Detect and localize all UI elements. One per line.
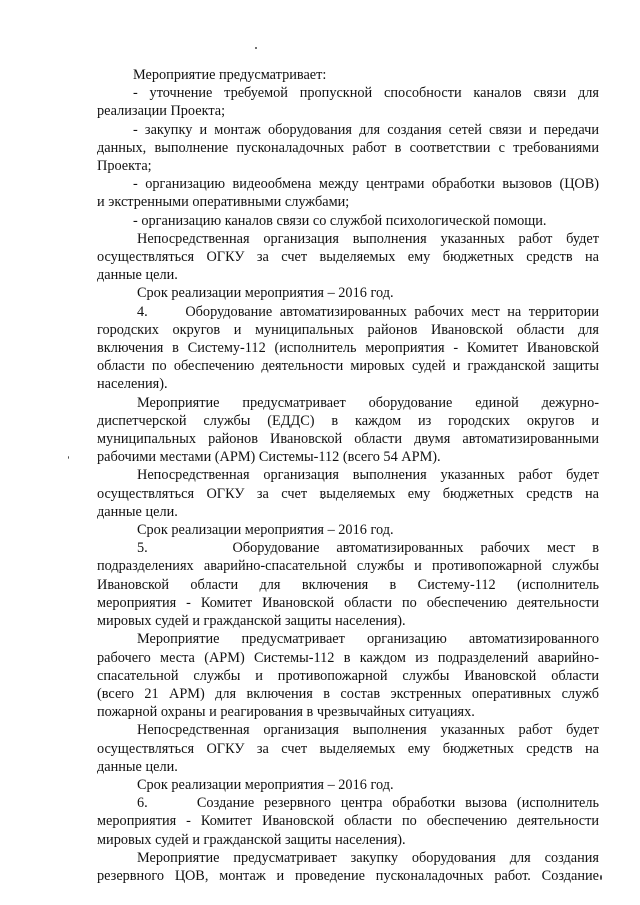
bullet-line: - уточнение требуемой пропускной способности каналов связи для bbox=[133, 85, 599, 102]
paragraph-line: рабочего места (АРМ) Системы-112 в каждом из подразделений аварийно- bbox=[97, 649, 599, 666]
paragraph-line: данных, выполнение пусконаладочных работ в соответствии с требованиями bbox=[97, 139, 599, 156]
paragraph-line: Непосредственная организация выполнения указанных работ будет bbox=[137, 467, 599, 484]
paragraph-line: включения в Систему-112 (исполнитель мероприятия - Комитет Ивановской bbox=[97, 340, 599, 357]
paragraph-line: данные цели. bbox=[97, 267, 178, 284]
deadline-line: Срок реализации мероприятия – 2016 год. bbox=[137, 285, 394, 302]
document-page bbox=[97, 66, 599, 885]
paragraph-line: осуществляться ОГКУ за счет выделяемых ему бюджетных средств на bbox=[97, 740, 599, 757]
paragraph-line: Непосредственная организация выполнения указанных работ будет bbox=[137, 722, 599, 739]
paragraph-line: Ивановской области для включения в Систему-112 (исполнитель bbox=[97, 576, 599, 593]
paragraph-line: Проекта; bbox=[97, 158, 152, 175]
paragraph-line: мировых судей и гражданской защиты населения). bbox=[97, 831, 406, 848]
paragraph-line: пожарной охраны и реагирования в чрезвычайных ситуациях. bbox=[97, 704, 475, 721]
paragraph-line: (всего 21 АРМ) для включения в состав экстренных оперативных служб bbox=[97, 685, 599, 702]
paragraph-line: спасательной службы и противопожарной службы Ивановской области bbox=[97, 667, 599, 684]
paragraph-line: Мероприятие предусматривает организацию автоматизированного bbox=[137, 631, 599, 648]
section-heading-5: 5. Оборудование автоматизированных рабочих мест в bbox=[137, 540, 599, 557]
paragraph-line: населения). bbox=[97, 376, 168, 393]
deadline-line: Срок реализации мероприятия – 2016 год. bbox=[137, 522, 394, 539]
paragraph-line: и экстренными оперативными службами; bbox=[97, 194, 350, 211]
paragraph-line: Непосредственная организация выполнения указанных работ будет bbox=[137, 230, 599, 247]
scan-speck bbox=[600, 875, 602, 880]
bullet-line: - закупку и монтаж оборудования для создания сетей связи и передачи bbox=[133, 121, 599, 138]
section-heading-6: 6. Создание резервного центра обработки вызова (исполнитель bbox=[137, 795, 599, 812]
paragraph-line: мероприятия - Комитет Ивановской области по обеспечению деятельности bbox=[97, 594, 599, 611]
paragraph-line: осуществляться ОГКУ за счет выделяемых ему бюджетных средств на bbox=[97, 485, 599, 502]
scan-speck bbox=[255, 47, 257, 49]
paragraph-line: мероприятия - Комитет Ивановской области по обеспечению деятельности bbox=[97, 813, 599, 830]
section-heading-4: 4. Оборудование автоматизированных рабочих мест на территории bbox=[137, 303, 599, 320]
paragraph-line: рабочими местами (АРМ) Системы-112 (всего 54 АРМ). bbox=[97, 449, 441, 466]
paragraph-line: городских округов и муниципальных районов Ивановской области для bbox=[97, 321, 599, 338]
paragraph-line: осуществляться ОГКУ за счет выделяемых ему бюджетных средств на bbox=[97, 249, 599, 266]
paragraph-line: области по обеспечению деятельности мировых судей и гражданской защиты bbox=[97, 358, 599, 375]
paragraph-line: подразделениях аварийно-спасательной службы и противопожарной службы bbox=[97, 558, 599, 575]
scan-speck bbox=[68, 456, 69, 459]
paragraph-line: данные цели. bbox=[97, 758, 178, 775]
deadline-line: Срок реализации мероприятия – 2016 год. bbox=[137, 776, 394, 793]
paragraph-line: реализации Проекта; bbox=[97, 103, 226, 120]
paragraph-line: Мероприятие предусматривает оборудование единой дежурно- bbox=[137, 394, 599, 411]
bullet-line: - организацию видеообмена между центрами обработки вызовов (ЦОВ) bbox=[133, 176, 599, 193]
paragraph-line: Мероприятие предусматривает: bbox=[133, 67, 327, 83]
paragraph-line: резервного ЦОВ, монтаж и проведение пусконаладочных работ. Создание bbox=[97, 867, 599, 884]
paragraph-line: данные цели. bbox=[97, 503, 178, 520]
bullet-line: - организацию каналов связи со службой психологической помощи. bbox=[133, 212, 547, 229]
paragraph-line: муниципальных районов Ивановской области двумя автоматизированными bbox=[97, 431, 599, 448]
paragraph-line: мировых судей и гражданской защиты населения). bbox=[97, 613, 406, 630]
paragraph-line: Мероприятие предусматривает закупку оборудования для создания bbox=[137, 849, 599, 866]
paragraph-line: диспетчерской службы (ЕДДС) в каждом из городских округов и bbox=[97, 412, 599, 429]
